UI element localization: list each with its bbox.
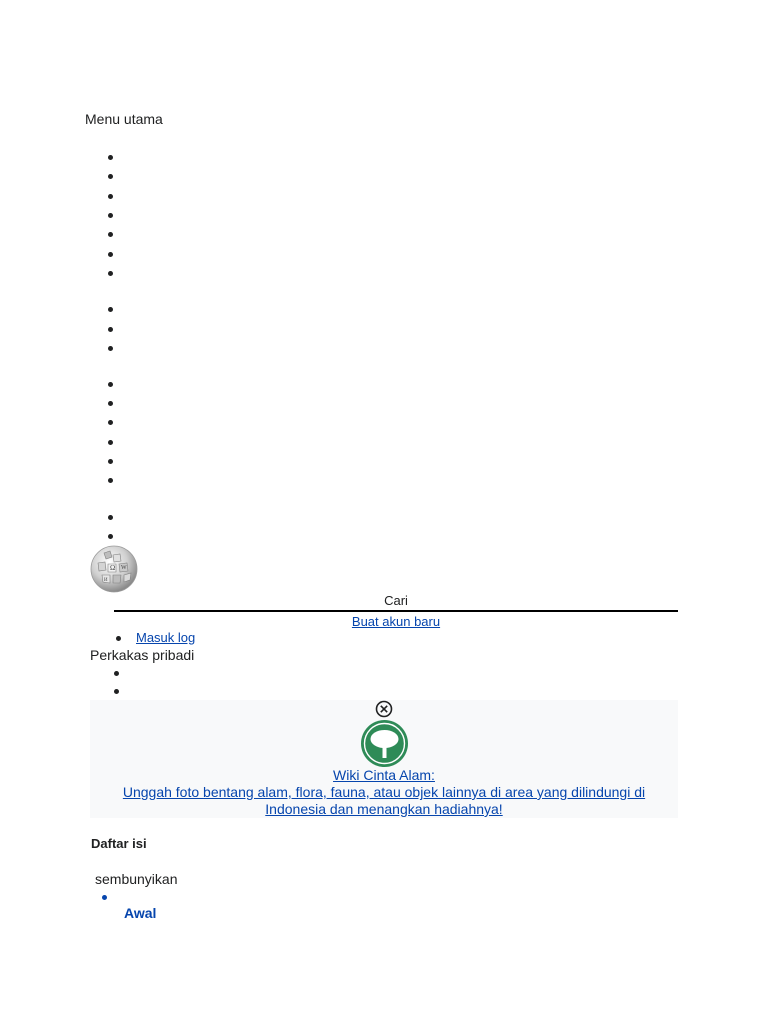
banner-text-link[interactable]: Unggah foto bentang alam, flora, fauna, atau objek lainnya di area yang dilindungi di Indonesia dan menangkan hadiahnya!	[122, 784, 646, 817]
menu-list-item[interactable]	[108, 252, 113, 257]
search-divider	[114, 610, 678, 612]
menu-list-item[interactable]	[108, 174, 113, 179]
menu-list-item[interactable]	[108, 515, 113, 520]
menu-list-item[interactable]	[108, 346, 113, 351]
svg-text:И: И	[104, 578, 108, 583]
personal-tools-title: Perkakas pribadi	[90, 647, 195, 663]
toc-item-link[interactable]: Awal	[124, 905, 157, 921]
menu-list-item[interactable]	[108, 271, 113, 276]
personal-tools-item[interactable]	[114, 671, 119, 676]
svg-text:W: W	[121, 565, 127, 571]
menu-list-item[interactable]	[108, 478, 113, 483]
menu-list-item[interactable]	[108, 307, 113, 312]
menu-list-item[interactable]	[108, 194, 113, 199]
menu-list-item[interactable]	[108, 401, 113, 406]
toc-title: Daftar isi	[91, 836, 147, 851]
menu-list-item[interactable]	[108, 382, 113, 387]
menu-list-item[interactable]	[108, 534, 113, 539]
search-label[interactable]: Cari	[384, 593, 408, 608]
menu-list-item[interactable]	[108, 327, 113, 332]
menu-list-item[interactable]	[108, 213, 113, 218]
menu-list-item[interactable]	[108, 155, 113, 160]
banner-title-row	[90, 767, 678, 783]
create-account-row	[114, 614, 678, 629]
menu-list-item[interactable]	[108, 440, 113, 445]
svg-text:Ω: Ω	[110, 564, 116, 572]
banner-text-row	[110, 784, 658, 818]
personal-tools-item	[116, 636, 121, 641]
personal-tools-item[interactable]	[114, 689, 119, 694]
main-menu-title: Menu utama	[85, 111, 163, 127]
create-account-link[interactable]: Buat akun baru	[351, 614, 441, 629]
wikipedia-globe-icon[interactable]	[90, 545, 138, 593]
menu-list-item[interactable]	[108, 459, 113, 464]
banner-title-link[interactable]: Wiki Cinta Alam:	[333, 767, 435, 783]
menu-list-item[interactable]	[108, 420, 113, 425]
tree-icon	[360, 719, 409, 768]
toc-hide-button[interactable]: sembunyikan	[95, 871, 178, 887]
menu-list-item[interactable]	[108, 232, 113, 237]
close-icon[interactable]	[375, 700, 393, 718]
toc-item-bullet	[102, 895, 107, 900]
login-link[interactable]: Masuk log	[136, 630, 196, 645]
